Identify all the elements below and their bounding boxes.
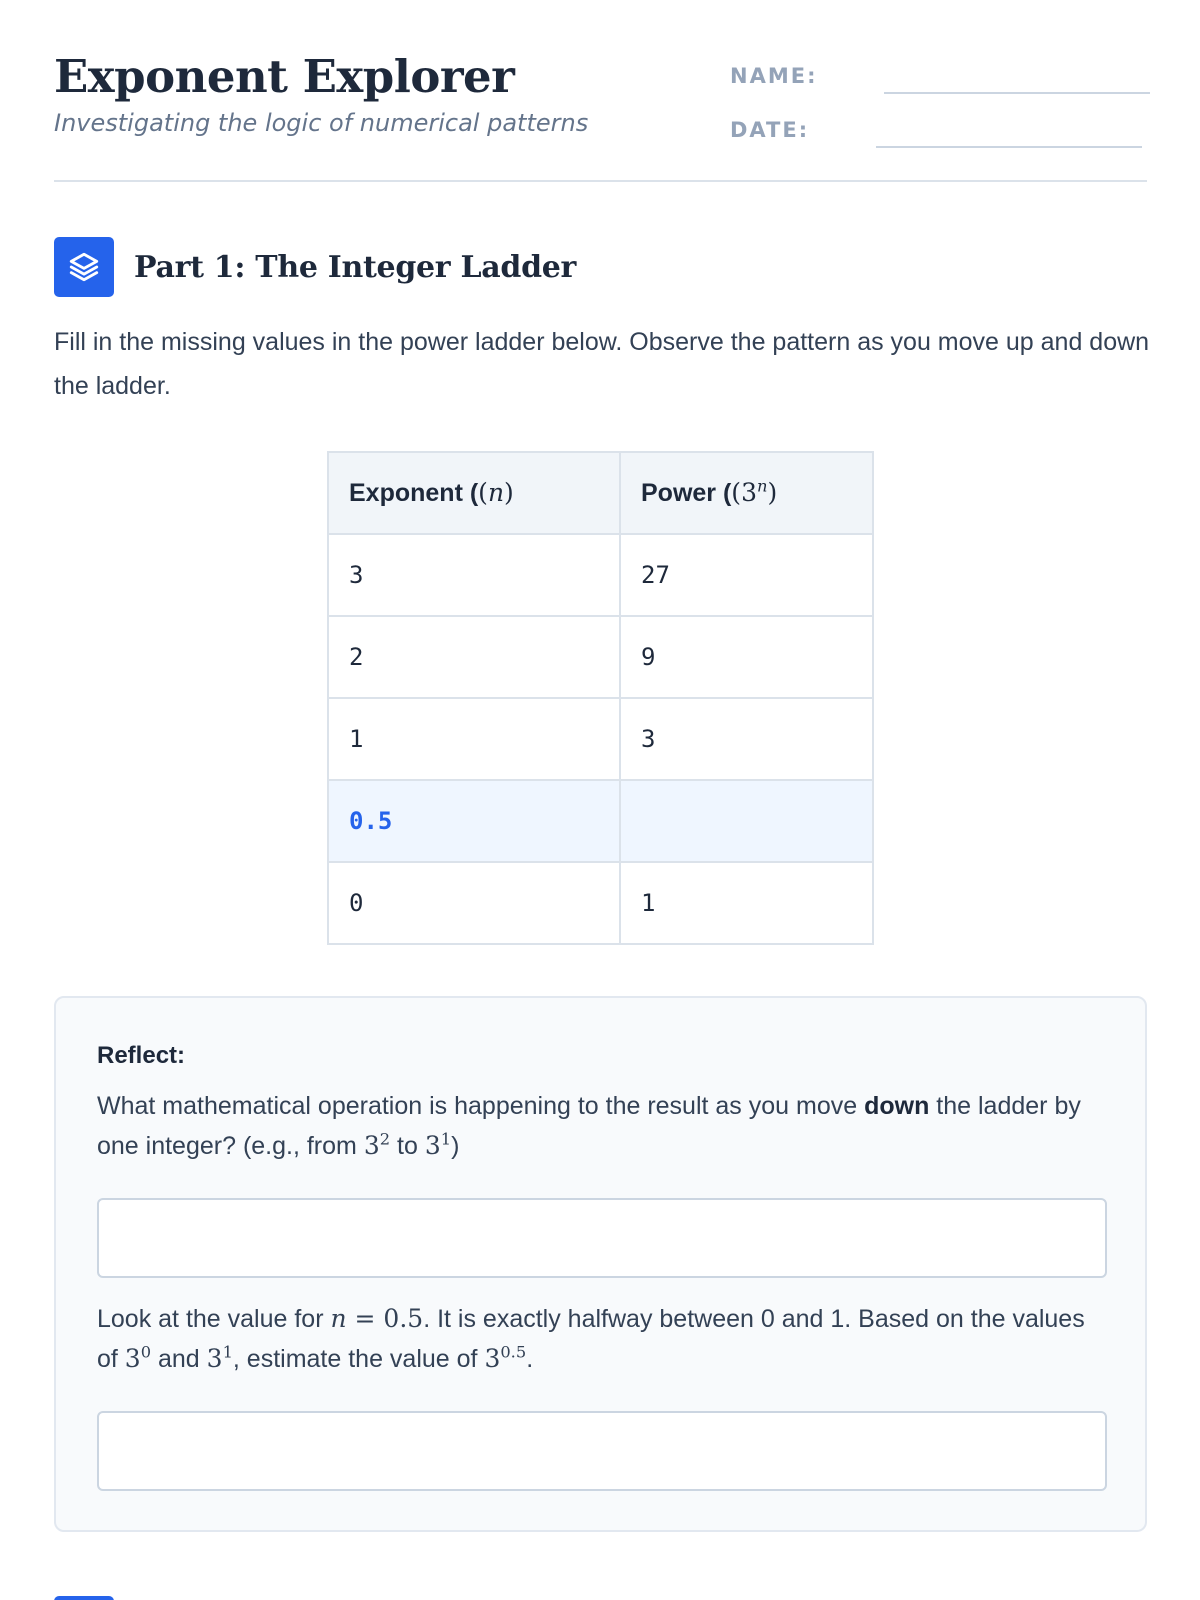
power-cell: 9 (620, 616, 873, 698)
table-row (328, 616, 873, 698)
date-label: DATE: (730, 118, 810, 142)
date-field[interactable] (730, 112, 1142, 148)
section-heading (54, 237, 576, 297)
power-answer-cell[interactable] (620, 780, 873, 862)
reflect-question-2: Look at the value for n = 0.5. It is exactly halfway between 0 and 1. Based on the values of $3^0$ and $3^1$, estimate the value of $3^{0.5}$. (97, 1304, 1085, 1373)
power-cell: 1 (620, 862, 873, 944)
reflect-box (54, 996, 1147, 1532)
reflect-label: Reflect: (97, 1042, 186, 1069)
page-subtitle: Investigating the logic of numerical patterns (54, 108, 589, 137)
power-cell: 3 (620, 698, 873, 780)
page-title: Exponent Explorer (54, 50, 515, 103)
next-section-icon (54, 1596, 114, 1600)
table-row-highlighted (328, 780, 873, 862)
power-cell: 27 (620, 534, 873, 616)
table-header-row (328, 452, 873, 534)
name-field[interactable] (730, 58, 1150, 94)
instructions-text: Fill in the missing values in the power ladder below. Observe the pattern as you move up and down the ladder. (54, 328, 1150, 400)
exponent-cell: 0 (328, 862, 620, 944)
name-line (884, 92, 1150, 94)
answer-field-1[interactable] (97, 1198, 1107, 1278)
table-row (328, 534, 873, 616)
exponent-cell: 3 (328, 534, 620, 616)
power-ladder-table (327, 451, 874, 945)
table-row (328, 698, 873, 780)
exponent-column-header: Exponent ((n) (328, 452, 620, 534)
exponent-cell: 0.5 (328, 780, 620, 862)
name-label: NAME: (730, 64, 818, 88)
exponent-cell: 1 (328, 698, 620, 780)
layers-icon (54, 237, 114, 297)
exponent-cell: 2 (328, 616, 620, 698)
worksheet-header (54, 52, 1147, 182)
section-title: Part 1: The Integer Ladder (134, 249, 577, 285)
reflect-question-1: What mathematical operation is happening to the result as you move down the ladder by one integer? (e.g., from $3^2$ to $3^1$) (97, 1092, 1081, 1160)
power-column-header: Power ((3$^n$) (620, 452, 873, 534)
date-line (876, 146, 1142, 148)
answer-field-2[interactable] (97, 1411, 1107, 1491)
table-row (328, 862, 873, 944)
